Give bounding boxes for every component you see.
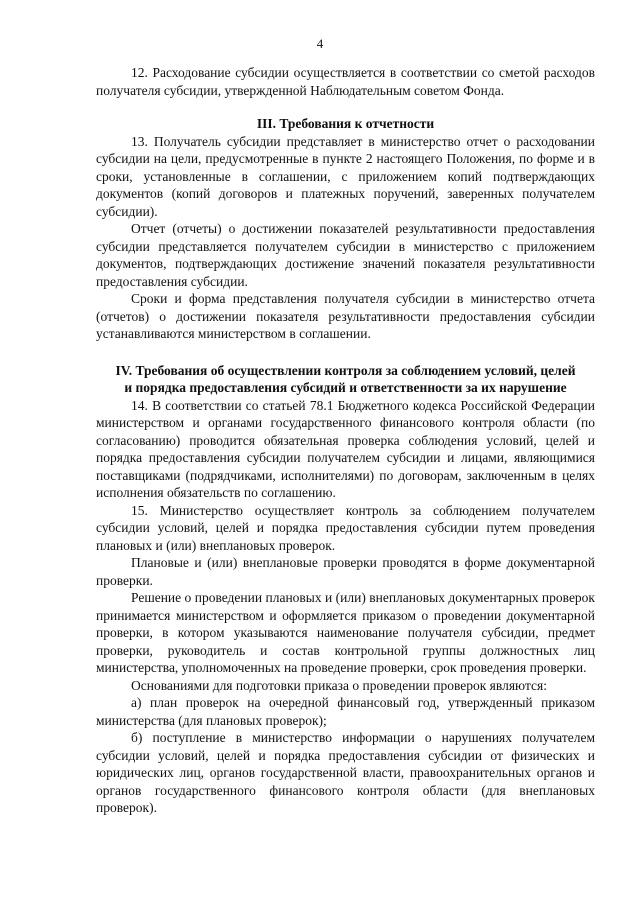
paragraph-15: 15. Министерство осуществляет контроль за соблюдением получателем субсидии условий, целей и порядка предоставления субсидии путем проведения плановых и (или) внеплановых проверок. <box>96 502 595 553</box>
section-3-heading: III. Требования к отчетности <box>256 116 435 131</box>
paragraph-ground-b: б) поступление в министерство информации о нарушениях получателем субсидии условий, целей и порядка предоставления субсидии от физических и юридических лиц, органов государственной власти, правоохранительных органов и органов государственного финансового контроля области (для внеплановых проверок). <box>96 730 595 815</box>
paragraph-12: 12. Расходование субсидии осуществляется в соответствии со сметой расходов получателя субсидии, утвержденной Наблюдательным советом Фонда. <box>96 65 595 98</box>
section-4-heading-line-2: и порядка предоставления субсидий и ответственности за их нарушение <box>124 380 567 395</box>
paragraph-report-indicators: Отчет (отчеты) о достижении показателей результативности предоставления субсидии представляется получателем субсидии в министерство с приложением документов, подтверждающих достижение значений показателя результативности предоставления субсидии. <box>96 221 595 289</box>
paragraph-14: 14. В соответствии со статьей 78.1 Бюджетного кодекса Российской Федерации министерством и органами государственного финансового контроля области (по согласованию) проводится обязательная проверка соблюдения условий, целей и порядка предоставления субсидии получателем субсидии и лицами, являющимися поставщиками (подрядчиками, исполнителями) по договорам, заключенным в целях исполнения обязательств по соглашению. <box>96 397 595 500</box>
paragraph-13: 13. Получатель субсидии представляет в министерство отчет о расходовании субсидии на цели, предусмотренные в пункте 2 настоящего Положения, по форме и в сроки, установленные в соглашении, с приложением копий подтверждающих документов (копий договоров и платежных поручений, заверенных получателем субсидии). <box>96 133 595 219</box>
paragraph-inspection-decision: Решение о проведении плановых и (или) внеплановых документарных проверок принимается министерством и оформляется приказом о проведении документарной проверки, в котором указываются наименование получателя субсидии, предмет проверки, руководитель и состав контрольной группы должностных лиц министерства, уполномоченных на проведение проверки, срок проведения проверки. <box>96 590 595 675</box>
section-4-heading-line-1: IV. Требования об осуществлении контроля за соблюдением условий, целей <box>115 362 576 378</box>
paragraph-grounds: Основаниями для подготовки приказа о проведении проверок являются: <box>131 677 547 693</box>
paragraph-ground-a: а) план проверок на очередной финансовый год, утвержденный приказом министерства (для плановых проверок); <box>96 695 595 728</box>
paragraph-report-terms: Сроки и форма представления получателя субсидии в министерство отчета (отчетов) о достижении показателя результативности предоставления субсидии устанавливаются министерством в соглашении. <box>96 291 595 341</box>
paragraph-inspection-form: Плановые и (или) внеплановые проверки проводятся в форме документарной проверки. <box>96 555 595 588</box>
page-number: 4 <box>316 36 324 51</box>
document-body <box>96 64 595 817</box>
section-4-heading <box>96 362 595 397</box>
